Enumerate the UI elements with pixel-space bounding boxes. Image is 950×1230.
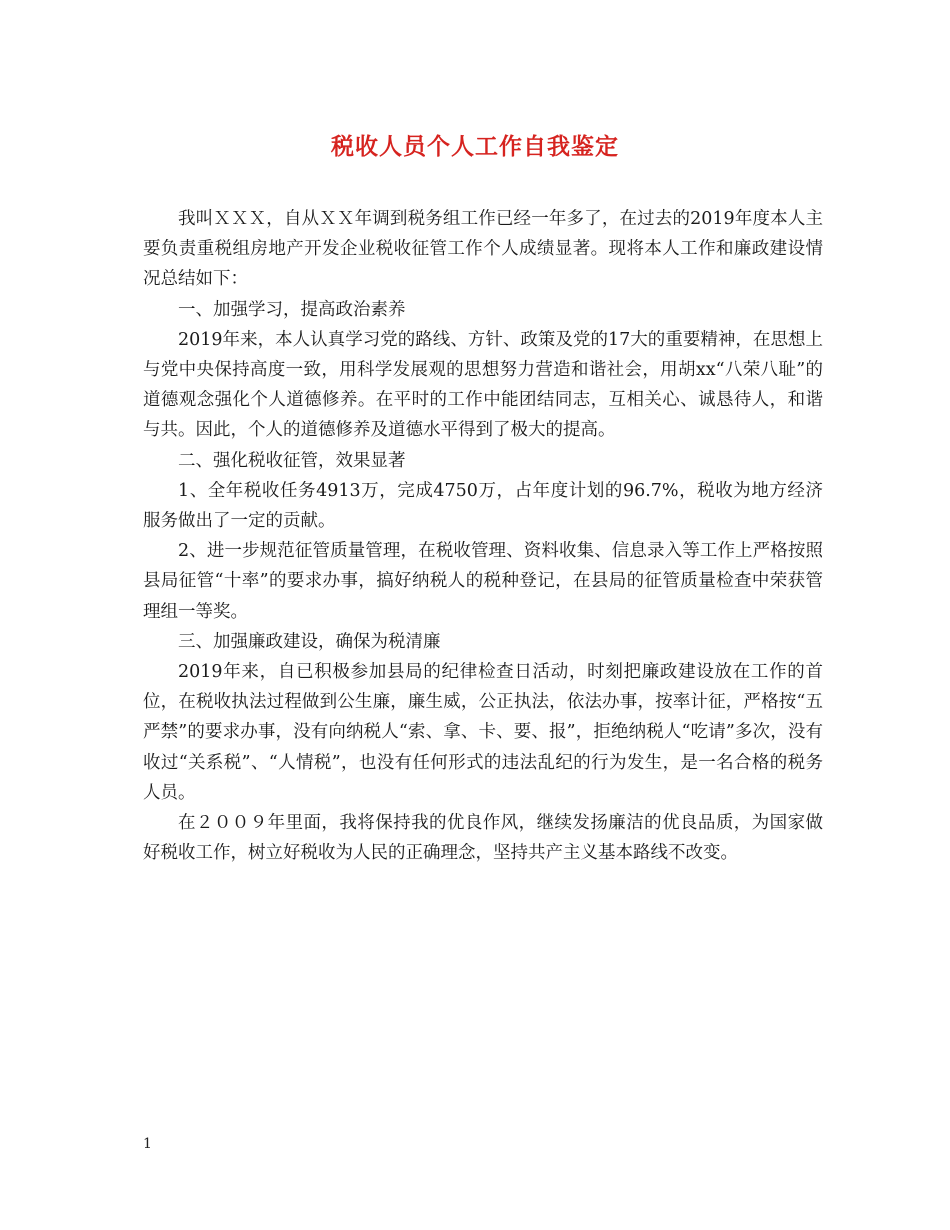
- paragraph-tax-task: 1、全年税收任务4913万，完成4750万，占年度计划的96.7%，税收为地方经济服务做出了一定的贡献。: [143, 480, 823, 532]
- paragraph-quality-management: 2、进一步规范征管质量管理，在税收管理、资料收集、信息录入等工作上严格按照县局征管“十率”的要求办事，搞好纳税人的税种登记，在县局的征管质量检查中荣获管理组一等奖。: [143, 541, 823, 622]
- paragraph-intro: 我叫ＸＸＸ，自从ＸＸ年调到税务组工作已经一年多了，在过去的2019年度本人主要负责重税组房地产开发企业税收征管工作个人成绩显著。现将本人工作和廉政建设情况总结如下：: [143, 209, 823, 290]
- page-number: 1: [143, 1136, 152, 1152]
- section-heading-2: 二、强化税收征管，效果显著: [178, 450, 406, 471]
- document-title: 税收人员个人工作自我鉴定: [331, 133, 619, 160]
- paragraph-conclusion: 在２００９年里面，我将保持我的优良作风，继续发扬廉洁的优良品质，为国家做好税收工作，树立好税收为人民的正确理念，坚持共产主义基本路线不改变。: [143, 813, 823, 864]
- paragraph-integrity: 2019年来，自已积极参加县局的纪律检查日活动，时刻把廉政建设放在工作的首位，在税收执法过程做到公生廉，廉生威，公正执法，依法办事，按率计征，严格按“五严禁”的要求办事，没有向纳税人“索、拿、卡、要、报”，拒绝纳税人“吃请”多次，没有收过“关系税”、“人情税”，也没有任何形式的违法乱纪的行为发生，是一名合格的税务人员。: [143, 662, 823, 803]
- paragraph-study: 2019年来，本人认真学习党的路线、方针、政策及党的17大的重要精神，在思想上与党中央保持高度一致，用科学发展观的思想努力营造和谐社会，用胡xx“八荣八耻”的道德观念强化个人道德修养。在平时的工作中能团结同志，互相关心、诚恳待人，和谐与共。因此，个人的道德修养及道德水平得到了极大的提高。: [143, 329, 823, 441]
- document-body: [143, 204, 823, 868]
- section-heading-1: 一、加强学习，提高政治素养: [178, 299, 406, 320]
- section-heading-3: 三、加强廉政建设，确保为税清廉: [178, 631, 441, 652]
